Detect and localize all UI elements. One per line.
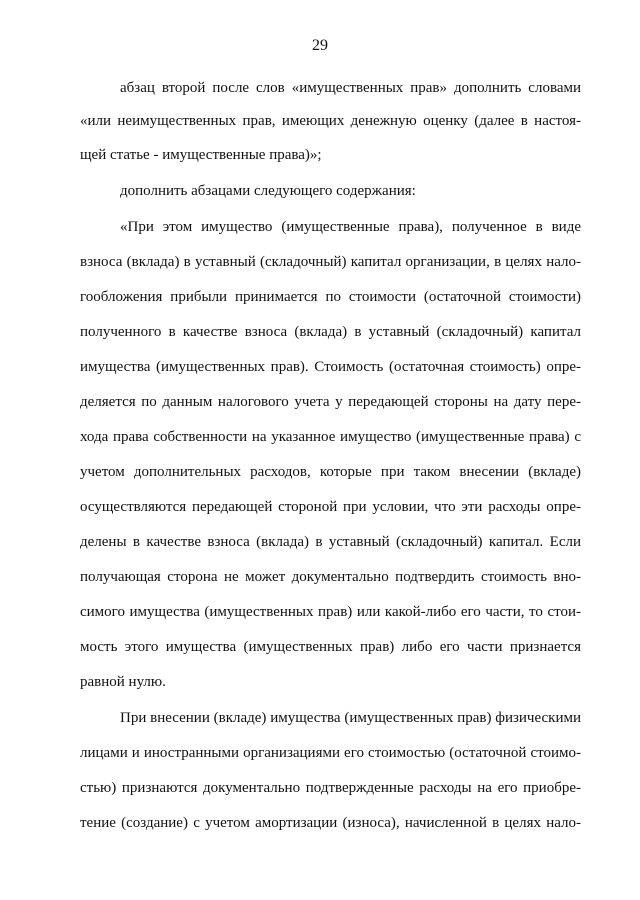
text-line: получающая сторона не может документально подтвердить стоимость вно- bbox=[80, 569, 581, 585]
text-line: «При этом имущество (имущественные права), полученное в виде bbox=[120, 219, 581, 235]
text-line: мость этого имущества (имущественных прав) либо его части признается bbox=[80, 639, 581, 655]
text-line: щей статье - имущественные права)»; bbox=[80, 147, 322, 163]
text-line: симого имущества (имущественных прав) или какой-либо его части, то стои- bbox=[80, 604, 581, 620]
text-line: стью) признаются документально подтвержденные расходы на его приобре- bbox=[80, 780, 581, 796]
text-line: деляется по данным налогового учета у передающей стороны на дату пере- bbox=[80, 394, 581, 410]
text-line: учетом дополнительных расходов, которые при таком внесении (вкладе) bbox=[80, 464, 581, 480]
text-line: равной нулю. bbox=[80, 674, 166, 690]
page-number: 29 bbox=[312, 37, 328, 54]
text-line: взноса (вклада) в уставный (складочный) капитал организации, в целях нало- bbox=[80, 254, 581, 270]
text-line: хода права собственности на указанное имущество (имущественные права) с bbox=[80, 429, 581, 445]
text-line: дополнить абзацами следующего содержания: bbox=[120, 183, 416, 199]
text-line: делены в качестве взноса (вклада) в уставный (складочный) капитал. Если bbox=[80, 534, 581, 550]
text-line: тение (создание) с учетом амортизации (износа), начисленной в целях нало- bbox=[80, 815, 581, 831]
text-line: гообложения прибыли принимается по стоимости (остаточной стоимости) bbox=[80, 289, 581, 305]
text-line: имущества (имущественных прав). Стоимость (остаточная стоимость) опре- bbox=[80, 359, 581, 375]
text-line: осуществляются передающей стороной при условии, что эти расходы опре- bbox=[80, 499, 581, 515]
text-line: абзац второй после слов «имущественных прав» дополнить словами bbox=[120, 80, 581, 96]
text-line: При внесении (вкладе) имущества (имущественных прав) физическими bbox=[120, 710, 581, 726]
text-line: лицами и иностранными организациями его стоимостью (остаточной стоимо- bbox=[80, 745, 581, 761]
text-line: «или неимущественных прав, имеющих денежную оценку (далее в настоя- bbox=[80, 113, 581, 129]
text-line: полученного в качестве взноса (вклада) в уставный (складочный) капитал bbox=[80, 324, 581, 340]
